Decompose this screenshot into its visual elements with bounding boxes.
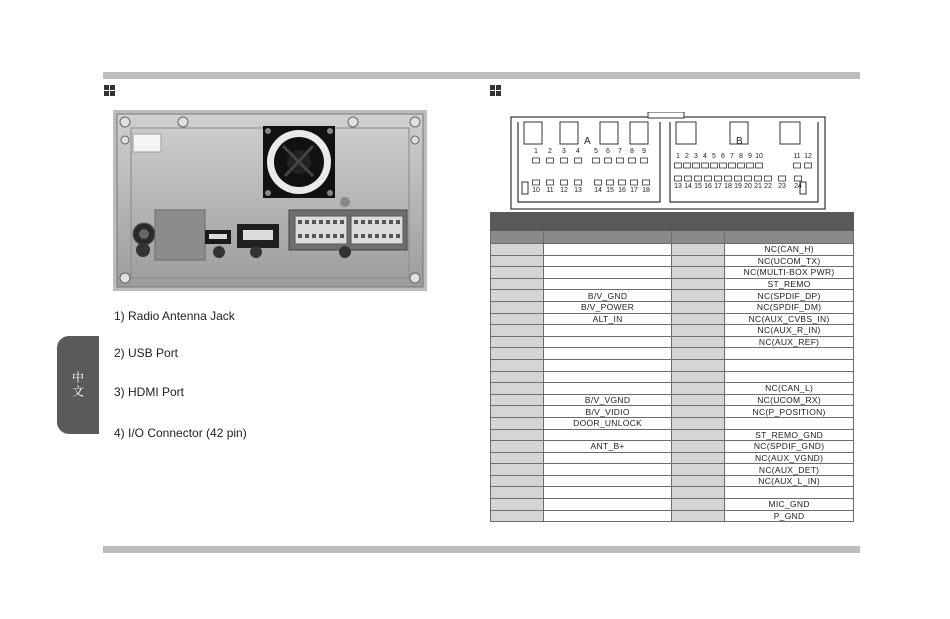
connector-b-top-pins bbox=[675, 153, 812, 168]
table-cell bbox=[491, 499, 544, 511]
pin-socket bbox=[720, 163, 727, 168]
pin-number-label: 1 bbox=[534, 148, 538, 155]
pin-socket bbox=[795, 176, 802, 181]
table-cell bbox=[672, 441, 725, 453]
table-cell bbox=[491, 301, 544, 313]
pin-socket bbox=[684, 163, 691, 168]
table-row bbox=[491, 348, 854, 360]
connector-b-signal bbox=[725, 487, 854, 499]
table-row bbox=[491, 499, 854, 511]
table-cell bbox=[491, 406, 544, 418]
pin-number-label: 10 bbox=[755, 153, 763, 160]
connector-b-signal bbox=[725, 371, 854, 383]
table-row bbox=[491, 464, 854, 476]
table-cell bbox=[491, 267, 544, 279]
connector-a-signal: B/V_POWER bbox=[543, 301, 672, 313]
connector-a-signal bbox=[543, 336, 672, 348]
pin-socket bbox=[533, 158, 540, 163]
connector-block-a-label: A bbox=[584, 136, 591, 147]
table-cell bbox=[491, 429, 544, 441]
pin-socket bbox=[685, 176, 692, 181]
pin-socket bbox=[745, 176, 752, 181]
connector-b-signal: P_GND bbox=[725, 510, 854, 522]
pin-number-label: 2 bbox=[685, 153, 689, 160]
table-cell bbox=[672, 417, 725, 429]
pin-number-label: 13 bbox=[574, 187, 582, 194]
table-cell bbox=[672, 452, 725, 464]
connector-a-signal bbox=[543, 429, 672, 441]
table-cell bbox=[491, 383, 544, 395]
connector-b-bottom-pins bbox=[674, 176, 802, 190]
connector-b-signal: NC(UCOM_TX) bbox=[725, 255, 854, 267]
pin-number-label: 22 bbox=[764, 183, 772, 190]
connector-a-signal bbox=[543, 452, 672, 464]
pin-socket bbox=[702, 163, 709, 168]
table-row bbox=[491, 394, 854, 406]
table-row bbox=[491, 510, 854, 522]
pin-socket bbox=[729, 163, 736, 168]
pin-socket bbox=[805, 163, 812, 168]
table-header-cell bbox=[491, 213, 854, 231]
pin-number-label: 8 bbox=[739, 153, 743, 160]
pin-socket bbox=[755, 176, 762, 181]
pin-number-label: 16 bbox=[618, 187, 626, 194]
connector-b-signal: NC(AUX_REF) bbox=[725, 336, 854, 348]
pin-socket bbox=[617, 158, 624, 163]
connector-a-signal bbox=[543, 267, 672, 279]
table-cell bbox=[491, 487, 544, 499]
pin-socket bbox=[715, 176, 722, 181]
pin-number-label: 12 bbox=[560, 187, 568, 194]
pin-number-label: 11 bbox=[793, 153, 801, 160]
pin-number-label: 13 bbox=[674, 183, 682, 190]
connector-a-signal bbox=[543, 255, 672, 267]
pin-number-label: 10 bbox=[532, 187, 540, 194]
pin-socket bbox=[675, 176, 682, 181]
table-cell bbox=[672, 301, 725, 313]
table-row bbox=[491, 417, 854, 429]
pin-socket bbox=[593, 158, 600, 163]
table-cell bbox=[672, 499, 725, 511]
pin-number-label: 3 bbox=[562, 148, 566, 155]
table-row bbox=[491, 452, 854, 464]
connector-b-signal: NC(CAN_L) bbox=[725, 383, 854, 395]
connector-pinout-diagram bbox=[510, 112, 826, 210]
connector-b-signal bbox=[725, 359, 854, 371]
pin-number-label: 1 bbox=[676, 153, 680, 160]
pin-number-label: 6 bbox=[606, 148, 610, 155]
pin-number-label: 7 bbox=[618, 148, 622, 155]
table-cell bbox=[491, 290, 544, 302]
connector-b-signal: NC(SPDIF_DP) bbox=[725, 290, 854, 302]
table-cell bbox=[491, 417, 544, 429]
pin-socket bbox=[607, 180, 614, 185]
pin-socket bbox=[629, 158, 636, 163]
pin-socket bbox=[575, 180, 582, 185]
table-row bbox=[491, 255, 854, 267]
table-cell bbox=[672, 371, 725, 383]
pin-assignment-table bbox=[490, 212, 854, 522]
table-row bbox=[491, 359, 854, 371]
connector-a-signal bbox=[543, 475, 672, 487]
table-row bbox=[491, 290, 854, 302]
table-cell bbox=[672, 487, 725, 499]
connector-a-signal bbox=[543, 348, 672, 360]
pin-number-label: 21 bbox=[754, 183, 762, 190]
table-cell bbox=[672, 475, 725, 487]
table-row bbox=[491, 278, 854, 290]
connector-block-b-label: B bbox=[736, 136, 743, 147]
pin-socket bbox=[533, 180, 540, 185]
pin-socket bbox=[547, 158, 554, 163]
table-cell bbox=[672, 255, 725, 267]
connector-b-signal: NC(AUX_DET) bbox=[725, 464, 854, 476]
connector-b-signal: ST_REMO_GND bbox=[725, 429, 854, 441]
pin-socket bbox=[675, 163, 682, 168]
pin-socket bbox=[575, 158, 582, 163]
pin-socket bbox=[756, 163, 763, 168]
connector-b-signal: MIC_GND bbox=[725, 499, 854, 511]
pin-number-label: 19 bbox=[734, 183, 742, 190]
top-divider bbox=[103, 72, 860, 79]
connector-a-bottom-pins bbox=[532, 180, 650, 194]
connector-b-signal bbox=[725, 417, 854, 429]
table-cell bbox=[491, 336, 544, 348]
pin-number-label: 18 bbox=[724, 183, 732, 190]
table-cell bbox=[672, 464, 725, 476]
pin-number-label: 17 bbox=[630, 187, 638, 194]
pin-socket bbox=[695, 176, 702, 181]
table-row bbox=[491, 244, 854, 256]
connector-b-signal: NC(SPDIF_GND) bbox=[725, 441, 854, 453]
table-cell bbox=[491, 441, 544, 453]
table-subheader-cell bbox=[543, 231, 672, 244]
pin-socket bbox=[725, 176, 732, 181]
table-cell bbox=[491, 452, 544, 464]
pin-number-label: 12 bbox=[804, 153, 812, 160]
connector-b-signal: NC(UCOM_RX) bbox=[725, 394, 854, 406]
pin-number-label: 20 bbox=[744, 183, 752, 190]
pin-socket bbox=[631, 180, 638, 185]
table-header-row bbox=[491, 213, 854, 231]
table-cell bbox=[672, 325, 725, 337]
table-cell bbox=[491, 278, 544, 290]
pin-number-label: 3 bbox=[694, 153, 698, 160]
table-cell bbox=[672, 359, 725, 371]
pin-socket bbox=[779, 176, 786, 181]
connector-a-signal bbox=[543, 383, 672, 395]
pin-number-label: 11 bbox=[546, 187, 554, 194]
feature-usb-port: 2) USB Port bbox=[114, 346, 179, 360]
table-cell bbox=[491, 313, 544, 325]
pin-socket bbox=[693, 163, 700, 168]
table-subheader-cell bbox=[725, 231, 854, 244]
table-cell bbox=[491, 371, 544, 383]
connector-a-signal bbox=[543, 487, 672, 499]
pin-socket bbox=[605, 158, 612, 163]
pin-number-label: 5 bbox=[712, 153, 716, 160]
pin-socket bbox=[561, 180, 568, 185]
connector-a-signal bbox=[543, 499, 672, 511]
table-cell bbox=[672, 290, 725, 302]
pin-socket bbox=[619, 180, 626, 185]
feature-hdmi-port: 3) HDMI Port bbox=[114, 385, 185, 399]
pin-socket bbox=[735, 176, 742, 181]
section-grid-icon bbox=[104, 85, 115, 96]
connector-b-signal: NC(AUX_CVBS_IN) bbox=[725, 313, 854, 325]
table-subheader-row bbox=[491, 231, 854, 244]
connector-b-signal bbox=[725, 348, 854, 360]
connector-a-signal bbox=[543, 278, 672, 290]
pin-number-label: 16 bbox=[704, 183, 712, 190]
pin-number-label: 23 bbox=[778, 183, 786, 190]
table-row bbox=[491, 383, 854, 395]
table-row bbox=[491, 313, 854, 325]
table-cell bbox=[491, 255, 544, 267]
connector-a-top-pins bbox=[533, 148, 648, 163]
pin-socket bbox=[561, 158, 568, 163]
table-row bbox=[491, 301, 854, 313]
connector-a-signal: B/V_VIDIO bbox=[543, 406, 672, 418]
language-tab[interactable] bbox=[57, 336, 99, 434]
table-subheader-cell bbox=[491, 231, 544, 244]
table-cell bbox=[672, 406, 725, 418]
table-row bbox=[491, 475, 854, 487]
table-cell bbox=[672, 313, 725, 325]
pin-number-label: 15 bbox=[694, 183, 702, 190]
pin-number-label: 5 bbox=[594, 148, 598, 155]
table-cell bbox=[491, 475, 544, 487]
table-cell bbox=[491, 348, 544, 360]
pin-number-label: 15 bbox=[606, 187, 614, 194]
table-row bbox=[491, 406, 854, 418]
table-cell bbox=[672, 244, 725, 256]
connector-a-signal bbox=[543, 244, 672, 256]
pin-socket bbox=[595, 180, 602, 185]
pin-number-label: 14 bbox=[684, 183, 692, 190]
pin-number-label: 24 bbox=[794, 183, 802, 190]
pin-number-label: 6 bbox=[721, 153, 725, 160]
table-cell bbox=[672, 336, 725, 348]
pin-number-label: 4 bbox=[703, 153, 707, 160]
connector-a-signal bbox=[543, 464, 672, 476]
connector-a-signal: DOOR_UNLOCK bbox=[543, 417, 672, 429]
connector-a-signal bbox=[543, 325, 672, 337]
bottom-divider bbox=[103, 546, 860, 553]
connector-b-signal: NC(AUX_VGND) bbox=[725, 452, 854, 464]
pin-socket bbox=[765, 176, 772, 181]
connector-b-signal: NC(SPDIF_DM) bbox=[725, 301, 854, 313]
table-cell bbox=[672, 267, 725, 279]
connector-a-signal bbox=[543, 359, 672, 371]
connector-a-signal: ANT_B+ bbox=[543, 441, 672, 453]
connector-b-signal: NC(AUX_L_IN) bbox=[725, 475, 854, 487]
table-subheader-cell bbox=[672, 231, 725, 244]
table-cell bbox=[672, 394, 725, 406]
pin-socket bbox=[643, 180, 650, 185]
table-cell bbox=[672, 429, 725, 441]
table-cell bbox=[491, 510, 544, 522]
feature-radio-antenna: 1) Radio Antenna Jack bbox=[114, 309, 235, 323]
rear-panel-photo bbox=[113, 110, 427, 291]
pin-number-label: 17 bbox=[714, 183, 722, 190]
feature-io-connector: 4) I/O Connector (42 pin) bbox=[114, 426, 247, 440]
connector-a-signal: ALT_IN bbox=[543, 313, 672, 325]
table-row bbox=[491, 371, 854, 383]
table-cell bbox=[672, 510, 725, 522]
table-row bbox=[491, 267, 854, 279]
pin-number-label: 14 bbox=[594, 187, 602, 194]
pin-number-label: 2 bbox=[548, 148, 552, 155]
connector-b-signal: NC(P_POSITION) bbox=[725, 406, 854, 418]
section-grid-icon bbox=[490, 85, 501, 96]
pin-number-label: 4 bbox=[576, 148, 580, 155]
pin-socket bbox=[705, 176, 712, 181]
connector-a-signal: B/V_GND bbox=[543, 290, 672, 302]
table-cell bbox=[672, 278, 725, 290]
pin-number-label: 8 bbox=[630, 148, 634, 155]
connector-b-signal: ST_REMO bbox=[725, 278, 854, 290]
connector-a-signal bbox=[543, 510, 672, 522]
pin-socket bbox=[794, 163, 801, 168]
table-cell bbox=[491, 464, 544, 476]
table-row bbox=[491, 441, 854, 453]
table-cell bbox=[491, 325, 544, 337]
table-cell bbox=[672, 383, 725, 395]
table-cell bbox=[672, 348, 725, 360]
table-row bbox=[491, 336, 854, 348]
table-cell bbox=[491, 394, 544, 406]
pin-socket bbox=[711, 163, 718, 168]
pin-socket bbox=[641, 158, 648, 163]
pin-number-label: 9 bbox=[748, 153, 752, 160]
pin-socket bbox=[738, 163, 745, 168]
table-cell bbox=[491, 359, 544, 371]
pin-number-label: 9 bbox=[642, 148, 646, 155]
table-row bbox=[491, 325, 854, 337]
pin-socket bbox=[547, 180, 554, 185]
table-cell bbox=[491, 244, 544, 256]
connector-b-signal: NC(AUX_R_IN) bbox=[725, 325, 854, 337]
table-row bbox=[491, 429, 854, 441]
language-tab-label: 中文 bbox=[70, 371, 85, 399]
connector-b-signal: NC(MULTI-BOX PWR) bbox=[725, 267, 854, 279]
table-row bbox=[491, 487, 854, 499]
pin-socket bbox=[747, 163, 754, 168]
connector-b-signal: NC(CAN_H) bbox=[725, 244, 854, 256]
pin-number-label: 18 bbox=[642, 187, 650, 194]
connector-a-signal bbox=[543, 371, 672, 383]
connector-a-signal: B/V_VGND bbox=[543, 394, 672, 406]
pin-number-label: 7 bbox=[730, 153, 734, 160]
